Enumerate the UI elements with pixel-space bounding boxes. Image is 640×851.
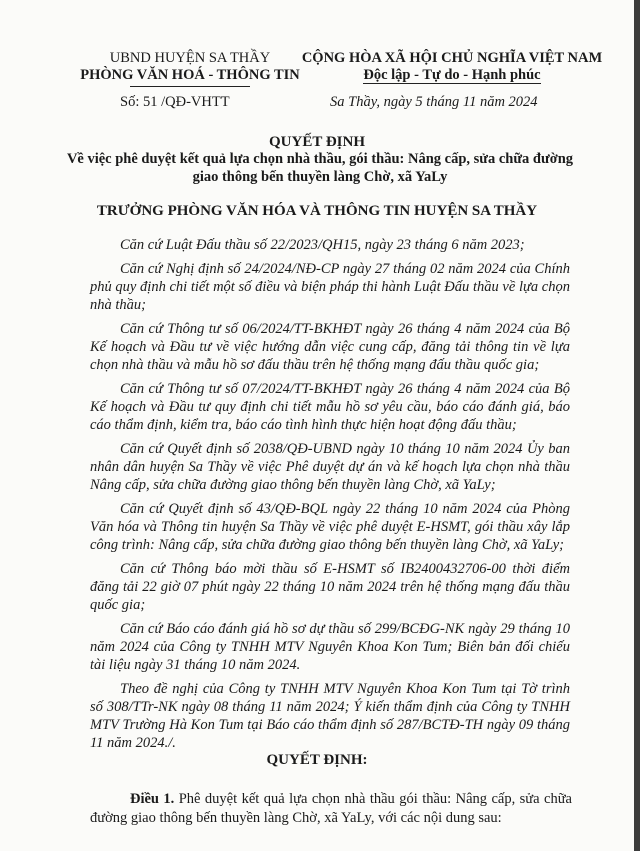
decision-heading: QUYẾT ĐỊNH: <box>266 752 368 768</box>
article-1-label: Điều 1. <box>130 791 175 807</box>
issuing-agency-block <box>70 50 310 87</box>
basis-item: Căn cứ Thông tư số 06/2024/TT-BKHĐT ngày 26 tháng 4 năm 2024 của Bộ Kế hoạch và Đầu tư về việc hướng dẫn việc cung cấp, đăng tải thông tin về lựa chọn nhà thầu và mẫu hồ sơ đấu thầu trên hệ thống mạng đấu thầu quốc gia; <box>90 321 570 373</box>
issuing-authority: TRƯỞNG PHÒNG VĂN HÓA VÀ THÔNG TIN HUYỆN SA THẦY <box>96 203 538 219</box>
basis-item: Theo đề nghị của Công ty TNHH MTV Nguyên Khoa Kon Tum tại Tờ trình số 308/TTr-NK ngày 08 tháng 11 năm 2024; Ý kiến thẩm định của Công ty TNHH MTV Trường Hà Kon Tum tại Báo cáo thẩm định số 287/BCTĐ-TH ngày 09 tháng 11 năm 2024./. <box>90 681 570 751</box>
document-subject: Về việc phê duyệt kết quả lựa chọn nhà thầu, gói thầu: Nâng cấp, sửa chữa đường giao thông bến thuyền làng Chờ, xã YaLy <box>66 151 574 185</box>
basis-item: Căn cứ Nghị định số 24/2024/NĐ-CP ngày 27 tháng 02 năm 2024 của Chính phủ quy định chi tiết một số điều và biện pháp thi hành Luật Đấu thầu về lựa chọn nhà thầu; <box>90 261 570 313</box>
scan-border <box>634 0 640 851</box>
district-committee-name: UBND HUYỆN SA THẦY <box>109 50 271 66</box>
article-1-text: Phê duyệt kết quả lựa chọn nhà thầu gói thầu: Nâng cấp, sửa chữa đường giao thông bến thuyền làng Chờ, xã YaLy, với các nội dung sau: <box>90 791 572 826</box>
national-title: CỘNG HÒA XÃ HỘI CHỦ NGHĨA VIỆT NAM <box>301 50 603 66</box>
department-name: PHÒNG VĂN HOÁ - THÔNG TIN <box>80 67 300 83</box>
basis-item: Căn cứ Thông tư số 07/2024/TT-BKHĐT ngày 26 tháng 4 năm 2024 của Bộ Kế hoạch và Đầu tư quy định chi tiết mẫu hồ sơ yêu cầu, báo cáo đánh giá, báo cáo thẩm định, kiểm tra, báo cáo tình hình thực hiện hoạt động đấu thầu; <box>90 381 570 433</box>
basis-item: Căn cứ Quyết định số 2038/QĐ-UBND ngày 10 tháng 10 năm 2024 Ủy ban nhân dân huyện Sa Thầy về việc Phê duyệt dự án và kế hoạch lựa chọn nhà thầu Nâng cấp, sửa chữa đường giao thông bến thuyền làng Chờ, xã YaLy; <box>90 441 570 493</box>
basis-item: Căn cứ Luật Đấu thầu số 22/2023/QH15, ngày 23 tháng 6 năm 2023; <box>120 237 525 253</box>
national-motto-text: Độc lập - Tự do - Hạnh phúc <box>363 67 541 83</box>
article-1 <box>90 790 572 828</box>
document-number: Số: 51 /QĐ-VHTT <box>120 94 230 110</box>
place-and-date: Sa Thầy, ngày 5 tháng 11 năm 2024 <box>330 94 538 110</box>
basis-item: Căn cứ Thông báo mời thầu số E-HSMT số IB2400432706-00 thời điểm đăng tải 22 giờ 07 phút ngày 22 tháng 10 năm 2024 trên hệ thống mạng đấu thầu quốc gia; <box>90 561 570 613</box>
national-motto <box>282 67 622 84</box>
basis-item: Căn cứ Báo cáo đánh giá hồ sơ dự thầu số 299/BCĐG-NK ngày 29 tháng 10 năm 2024 của Công ty TNHH MTV Nguyên Khoa Kon Tum; Biên bản đối chiếu tài liệu ngày 31 tháng 10 năm 2024. <box>90 621 570 673</box>
basis-item: Căn cứ Quyết định số 43/QĐ-BQL ngày 22 tháng 10 năm 2024 của Phòng Văn hóa và Thông tin huyện Sa Thầy về việc phê duyệt E-HSMT, gói thầu xây lắp công trình: Nâng cấp, sửa chữa đường giao thông bến thuyền làng Chờ, xã YaLy; <box>90 501 570 553</box>
national-header-block <box>282 50 622 84</box>
document-title: QUYẾT ĐỊNH <box>269 134 365 150</box>
agency-underline <box>130 86 250 87</box>
legal-basis-list <box>90 236 570 758</box>
